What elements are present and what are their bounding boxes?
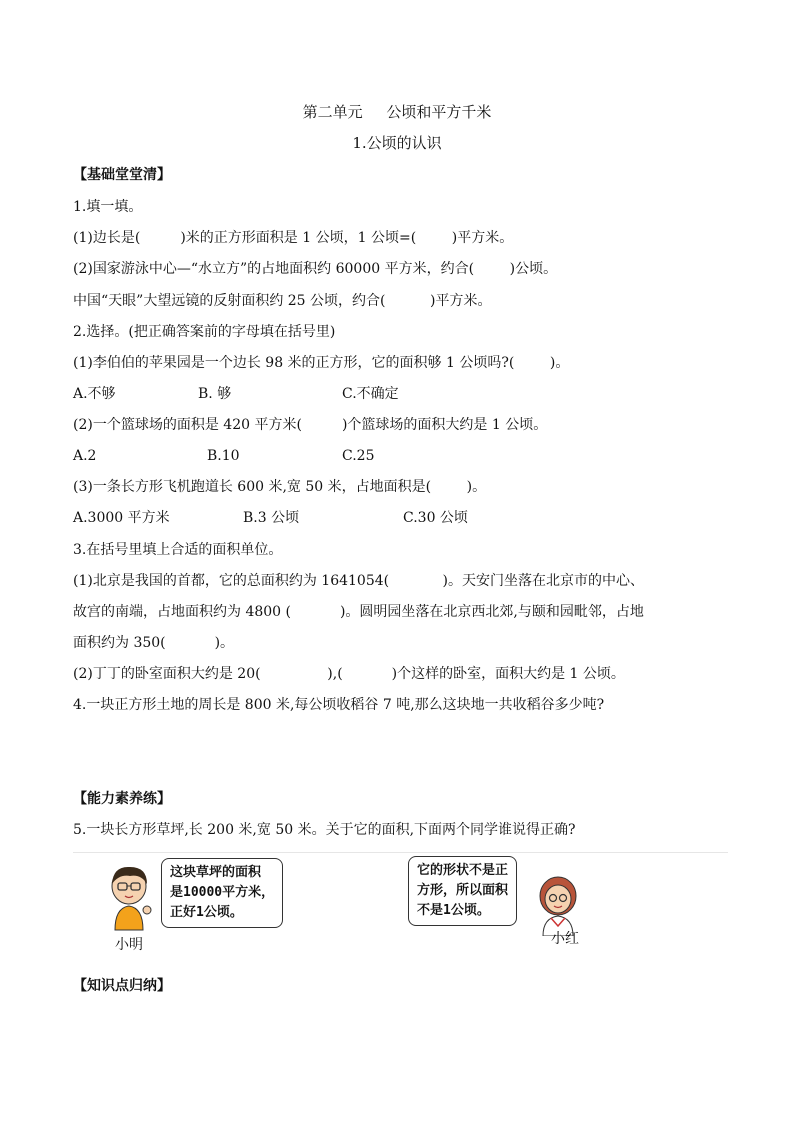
q2-part1: (1)李伯伯的苹果园是一个边长 98 米的正方形，它的面积够 1 公顷吗?( )。 — [73, 355, 570, 371]
q2-p3-option-a: A.3000 平方米 — [73, 510, 170, 526]
xiaohong-speech-bubble: 它的形状不是正 方形，所以面积 不是1公顷。 — [408, 856, 517, 926]
q5-illustration — [73, 852, 728, 952]
q1-part1: (1)边长是( )米的正方形面积是 1 公顷，1 公顷=( )平方米。 — [73, 230, 514, 246]
xiaoming-speech-bubble: 这块草坪的面积 是10000平方米， 正好1公顷。 — [161, 858, 283, 928]
unit-title: 第二单元 公顷和平方千米 — [302, 103, 492, 121]
illustration-top-border — [73, 852, 728, 853]
q2-p2-option-c: C.25 — [342, 448, 375, 464]
section-ability: 【能力素养练】 — [73, 791, 171, 807]
q2-p1-option-b: B. 够 — [198, 386, 232, 402]
section-basic: 【基础堂堂清】 — [73, 167, 171, 183]
q3-part1-line1: (1)北京是我国的首都，它的总面积约为 1641054( )。天安门坐落在北京市的中心、 — [73, 573, 644, 589]
q2-p1-option-a: A.不够 — [73, 386, 116, 402]
section-summary: 【知识点归纳】 — [73, 978, 171, 994]
q2-p3-option-c: C.30 公顷 — [403, 510, 468, 526]
q2-p2-option-a: A.2 — [73, 448, 97, 464]
q2-part2: (2)一个篮球场的面积是 420 平方米( )个篮球场的面积大约是 1 公顷。 — [73, 417, 548, 433]
q1-part3: 中国“天眼”大望远镜的反射面积约 25 公顷，约合( )平方米。 — [73, 293, 492, 309]
lesson-title: 1.公顷的认识 — [352, 134, 442, 152]
xiaohong-name: 小红 — [551, 931, 579, 947]
q2-p2-option-b: B.10 — [207, 448, 240, 464]
q5-stem: 5.一块长方形草坪,长 200 米,宽 50 米。关于它的面积,下面两个同学谁说得正确? — [73, 822, 576, 838]
q3-part1-line2: 故宫的南端，占地面积约为 4800 ( )。圆明园坐落在北京西北郊,与颐和园毗邻，占地 — [73, 604, 644, 620]
xiaoming-name: 小明 — [115, 937, 143, 953]
q2-p1-option-c: C.不确定 — [342, 386, 399, 402]
q4-stem: 4.一块正方形土地的周长是 800 米,每公顷收稻谷 7 吨,那么这块地一共收稻谷多少吨? — [73, 697, 605, 713]
q3-stem: 3.在括号里填上合适的面积单位。 — [73, 542, 283, 558]
q3-part2: (2)丁丁的卧室面积大约是 20( ),( )个这样的卧室，面积大约是 1 公顷。 — [73, 666, 625, 682]
q2-stem: 2.选择。(把正确答案前的字母填在括号里) — [73, 324, 336, 340]
xiaohong-avatar — [533, 874, 583, 936]
q2-part3: (3)一条长方形飞机跑道长 600 米,宽 50 米，占地面积是( )。 — [73, 479, 487, 495]
xiaoming-avatar — [103, 864, 157, 932]
q1-part2: (2)国家游泳中心—“水立方”的占地面积约 60000 平方米，约合( )公顷。 — [73, 261, 558, 277]
q2-p3-option-b: B.3 公顷 — [243, 510, 300, 526]
q3-part1-line3: 面积约为 350( )。 — [73, 635, 235, 651]
q1-stem: 1.填一填。 — [73, 199, 143, 215]
